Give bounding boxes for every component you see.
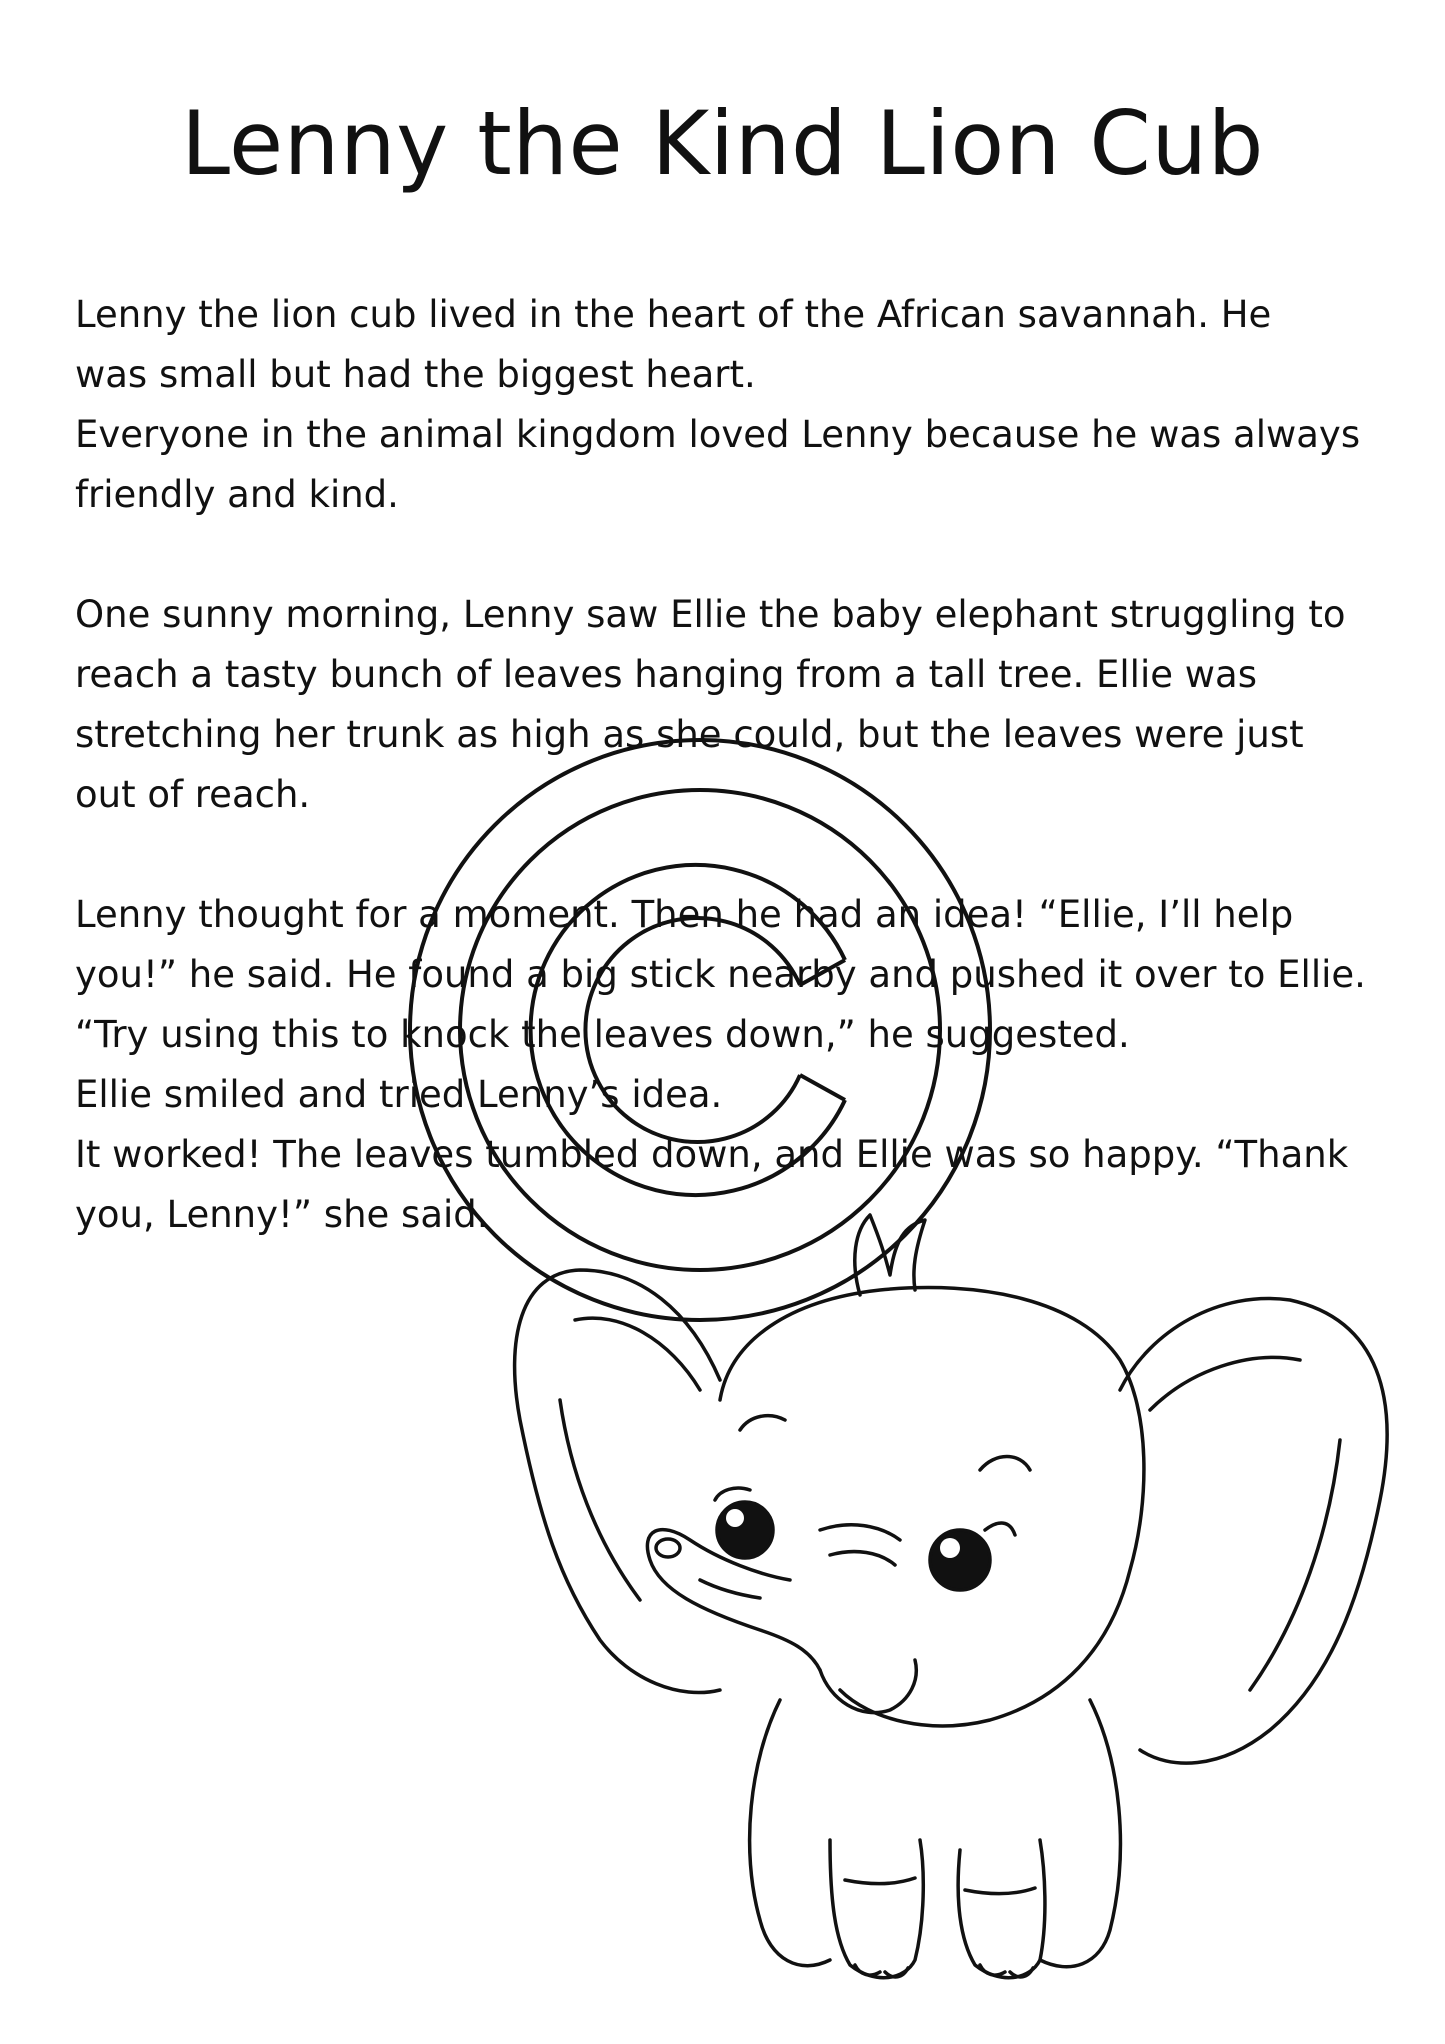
baby-elephant-illustration <box>515 1215 1387 1978</box>
story-line: Ellie smiled and tried Lenny’s idea. <box>75 1073 723 1116</box>
story-paragraph-3 <box>75 885 1375 1245</box>
story-line: out of reach. <box>75 773 311 816</box>
story-line: you!” he said. He found a big stick nearby and pushed it over to Ellie. <box>75 953 1366 996</box>
elephant-right-ear <box>1120 1298 1387 1763</box>
elephant-eye-left <box>715 1488 773 1558</box>
story-line: It worked! The leaves tumbled down, and Ellie was so happy. “Thank <box>75 1133 1349 1176</box>
story-line: Lenny thought for a moment. Then he had an idea! “Ellie, I’ll help <box>75 893 1294 936</box>
story-paragraph-2 <box>75 585 1375 825</box>
elephant-trunk <box>647 1530 820 1670</box>
story-line: One sunny morning, Lenny saw Ellie the baby elephant struggling to <box>75 593 1346 636</box>
story-line: Lenny the lion cub lived in the heart of the African savannah. He <box>75 293 1272 336</box>
page-title: Lenny the Kind Lion Cub <box>180 92 1264 195</box>
elephant-body <box>750 1700 830 1966</box>
story-line: Everyone in the animal kingdom loved Lenny because he was always <box>75 413 1361 456</box>
story-text <box>75 285 1375 1305</box>
elephant-front-leg-left <box>830 1840 923 1978</box>
elephant-head <box>720 1288 1144 1726</box>
story-line: was small but had the biggest heart. <box>75 353 756 396</box>
story-line: stretching her trunk as high as she could, but the leaves were just <box>75 713 1304 756</box>
elephant-left-ear <box>515 1270 720 1693</box>
elephant-front-leg-right <box>958 1840 1045 1978</box>
story-line: you, Lenny!” she said. <box>75 1193 489 1236</box>
elephant-eye-right <box>930 1523 1015 1590</box>
story-line: friendly and kind. <box>75 473 399 516</box>
story-line: reach a tasty bunch of leaves hanging from a tall tree. Ellie was <box>75 653 1257 696</box>
elephant-mouth <box>820 1660 916 1713</box>
story-line: “Try using this to knock the leaves down,” he suggested. <box>75 1013 1130 1056</box>
story-paragraph-1 <box>75 285 1375 525</box>
